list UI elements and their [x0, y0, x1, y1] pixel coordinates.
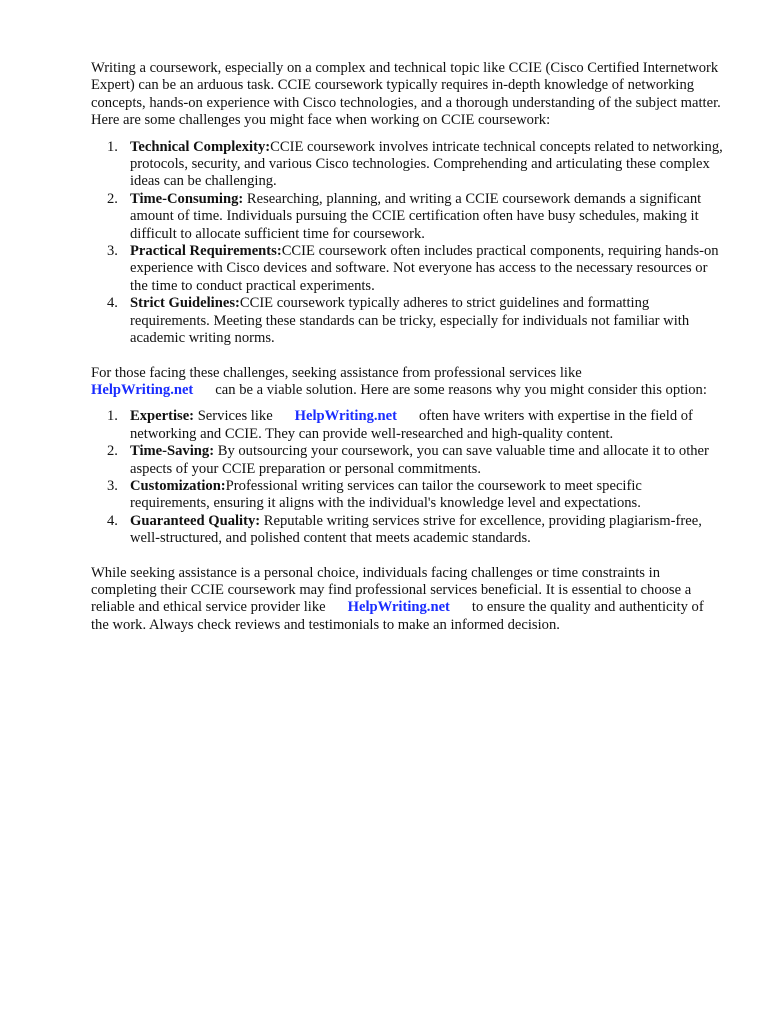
- helpwriting-link[interactable]: HelpWriting.net: [347, 599, 450, 616]
- reason-item: [107, 477, 723, 513]
- challenge-title: Strict Guidelines:: [130, 295, 240, 312]
- reason-item: [107, 512, 723, 548]
- challenges-list: [91, 139, 723, 348]
- document-page: [91, 60, 723, 634]
- list-number: 2.: [107, 443, 118, 460]
- reasons-list: [91, 408, 723, 547]
- list-number: 2.: [107, 190, 118, 207]
- reason-text-after: often have writers with expertise in the field of networking and CCIE. They can provide well-researched and high-quality content.: [130, 408, 693, 442]
- assist-text-after: can be a viable solution. Here are some reasons why you might consider this option:: [215, 381, 707, 398]
- challenge-item: [107, 190, 723, 243]
- helpwriting-link[interactable]: HelpWriting.net: [294, 408, 397, 425]
- closing-paragraph: [91, 565, 723, 635]
- reason-title: Customization:: [130, 477, 226, 494]
- challenge-item: [107, 295, 723, 347]
- list-number: 4.: [107, 512, 118, 529]
- closing-text-before: While seeking assistance is a personal choice, individuals facing challenges or time constraints in completing their CCIE coursework may find professional services beneficial. It is essential to choose a reliable and ethical service provider like: [91, 564, 692, 616]
- challenge-title: Technical Complexity:: [130, 138, 271, 155]
- reason-text: By outsourcing your coursework, you can save valuable time and allocate it to other aspects of your CCIE preparation or personal commitments.: [130, 443, 709, 477]
- challenge-text: CCIE coursework involves intricate technical concepts related to networking, protocols, security, and various Cisco technologies. Comprehending and articulating these complex ideas can be challenging.: [130, 138, 723, 190]
- reason-item: [107, 408, 723, 443]
- intro-paragraph: Writing a coursework, especially on a complex and technical topic like CCIE (Cisco Certified Internetwork Expert) can be an arduous task. CCIE coursework typically requires in-depth knowledge of networking concepts, hands-on experience with Cisco technologies, and a thorough understanding of the subject matter. Here are some challenges you might face when working on CCIE coursework:: [91, 60, 721, 129]
- challenge-text: CCIE coursework often includes practical components, requiring hands-on experience with Cisco devices and software. Not everyone has access to the necessary resources or the time to conduct practical experiments.: [130, 243, 719, 294]
- list-number: 4.: [107, 295, 118, 312]
- reason-text: Reputable writing services strive for excellence, providing plagiarism-free, well-structured, and polished content that meets academic standards.: [130, 512, 702, 547]
- reason-text-before: Services like: [194, 408, 273, 425]
- challenge-title: Practical Requirements:: [130, 243, 282, 260]
- helpwriting-link[interactable]: HelpWriting.net: [91, 381, 194, 398]
- list-number: 3.: [107, 243, 118, 260]
- reason-title: Guaranteed Quality:: [130, 512, 261, 529]
- challenge-text: CCIE coursework typically adheres to strict guidelines and formatting requirements. Meeting these standards can be tricky, especially for individuals not familiar with academic writing norms.: [130, 295, 690, 347]
- assist-text-before: For those facing these challenges, seeking assistance from professional services like: [91, 364, 582, 381]
- list-number: 1.: [107, 408, 118, 425]
- challenge-item: [107, 243, 723, 295]
- closing-text-after: to ensure the quality and authenticity of the work. Always check reviews and testimonials to make an informed decision.: [91, 599, 704, 633]
- challenge-item: [107, 138, 723, 191]
- reason-title: Time-Saving:: [130, 443, 215, 460]
- reason-title: Expertise:: [130, 408, 195, 425]
- list-number: 1.: [107, 138, 118, 155]
- challenge-title: Time-Consuming:: [130, 190, 244, 207]
- challenge-text: Researching, planning, and writing a CCIE coursework demands a significant amount of time. Individuals pursuing the CCIE certification often have busy schedules, making it difficult to allocate sufficient time for coursework.: [130, 190, 702, 242]
- assist-paragraph: [91, 365, 723, 400]
- reason-text: Professional writing services can tailor the coursework to meet specific requirements, ensuring it aligns with the individual's knowledge level and expectations.: [130, 477, 642, 512]
- list-number: 3.: [107, 477, 118, 494]
- reason-item: [107, 443, 723, 478]
